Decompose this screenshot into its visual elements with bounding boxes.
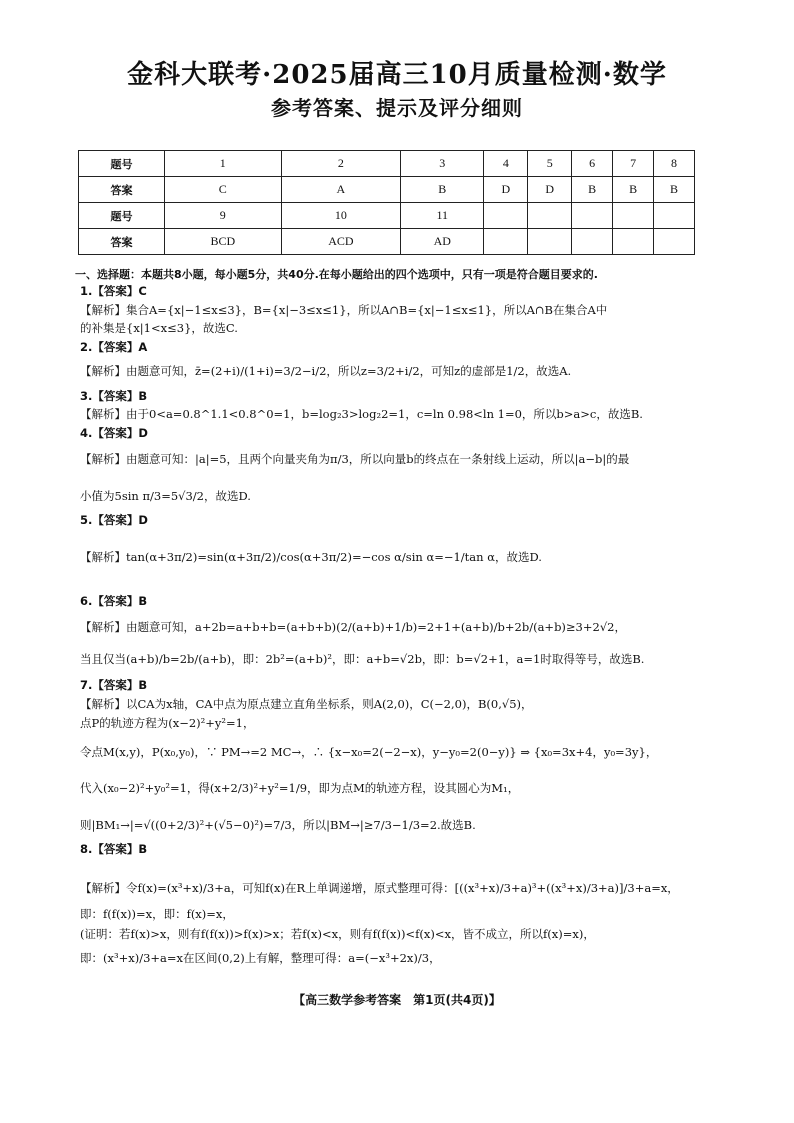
table-row: [79, 203, 695, 229]
row-label: 题号: [79, 203, 165, 229]
table-cell: 8: [654, 151, 695, 177]
section-heading: 一、选择题：本题共8小题，每小题5分，共40分.在每小题给出的四个选项中，只有一项是符合题目要求的.: [75, 268, 598, 281]
solution-line: 【解析】tan(α+3π/2)=sin(α+3π/2)/cos(α+3π/2)=−cos α/sin α=−1/tan α，故选D.: [80, 550, 542, 564]
table-cell: [528, 229, 572, 255]
table-cell: [613, 229, 654, 255]
table-cell: [484, 203, 528, 229]
table-cell: B: [613, 177, 654, 203]
solution-line: 点P的轨迹方程为(x−2)²+y²=1，: [80, 716, 255, 730]
table-cell: 4: [484, 151, 528, 177]
table-cell: 9: [165, 203, 282, 229]
solution-line: 【解析】由题意可知：|a|=5，且两个向量夹角为π/3，所以向量b的终点在一条射线上运动，所以|a−b|的最: [80, 452, 630, 466]
solution-line: 即：(x³+x)/3+a=x在区间(0,2)上有解，整理可得：a=(−x³+2x)/3，: [80, 951, 441, 965]
answer-line: 3.【答案】B: [80, 389, 148, 403]
row-label: 答案: [79, 229, 165, 255]
table-cell: 7: [613, 151, 654, 177]
table-cell: [654, 203, 695, 229]
table-cell: D: [484, 177, 528, 203]
answer-line: 5.【答案】D: [80, 513, 148, 527]
solution-line: 【解析】以CA为x轴，CA中点为原点建立直角坐标系，则A(2,0)，C(−2,0)，B(0,√5)，: [80, 697, 533, 711]
table-cell: A: [281, 177, 401, 203]
row-label: 答案: [79, 177, 165, 203]
solution-line: 【解析】集合A={x|−1≤x≤3}，B={x|−3≤x≤1}，所以A∩B={x|−1≤x≤1}，所以A∩B在集合A中: [80, 303, 608, 317]
table-cell: [484, 229, 528, 255]
table-cell: [572, 229, 613, 255]
table-cell: [572, 203, 613, 229]
solution-line: 小值为5sin π/3=5√3/2，故选D.: [80, 489, 251, 503]
page-footer: 【高三数学参考答案 第1页(共4页)】: [293, 993, 501, 1007]
solution-line: 则|BM₁→|=√((0+2/3)²+(√5−0)²)=7/3，所以|BM→|≥7/3−1/3=2.故选B.: [80, 818, 476, 832]
page-title: 金科大联考·2025届高三10月质量检测·数学: [127, 60, 667, 90]
table-row: [79, 151, 695, 177]
solution-line: (证明：若f(x)>x，则有f(f(x))>f(x)>x；若f(x)<x，则有f(f(x))<f(x)<x，皆不成立，所以f(x)=x)，: [80, 927, 595, 941]
solution-line: 即：f(f(x))=x，即：f(x)=x，: [80, 907, 234, 921]
solution-line: 的补集是{x|1<x≤3}，故选C.: [80, 321, 238, 335]
table-row: [79, 177, 695, 203]
table-cell: D: [528, 177, 572, 203]
table-row: [79, 229, 695, 255]
solution-line: 【解析】由题意可知，z̄=(2+i)/(1+i)=3/2−i/2，所以z=3/2+i/2，可知z的虚部是1/2，故选A.: [80, 364, 572, 378]
answer-line: 4.【答案】D: [80, 426, 148, 440]
table-cell: BCD: [165, 229, 282, 255]
solution-line: 【解析】由于0<a=0.8^1.1<0.8^0=1，b=log₂3>log₂2=1，c=ln 0.98<ln 1=0，所以b>a>c，故选B.: [80, 407, 643, 421]
table-cell: 3: [401, 151, 484, 177]
answer-line: 6.【答案】B: [80, 594, 148, 608]
solution-line: 【解析】令f(x)=(x³+x)/3+a，可知f(x)在R上单调递增，原式整理可得：[((x³+x)/3+a)³+((x³+x)/3+a)]/3+a=x，: [80, 881, 679, 895]
answer-line: 2.【答案】A: [80, 340, 148, 354]
table-cell: 11: [401, 203, 484, 229]
table-cell: [613, 203, 654, 229]
solution-line: 令点M(x,y)，P(x₀,y₀)，∵ PM→=2 MC→，∴ {x−x₀=2(−2−x)，y−y₀=2(0−y)} ⇒ {x₀=3x+4，y₀=3y}，: [80, 745, 658, 759]
table-cell: ACD: [281, 229, 401, 255]
solution-line: 【解析】由题意可知，a+2b=a+b+b=(a+b+b)(2/(a+b)+1/b)=2+1+(a+b)/b+2b/(a+b)≥3+2√2，: [80, 620, 626, 634]
table-cell: C: [165, 177, 282, 203]
table-cell: 5: [528, 151, 572, 177]
table-cell: B: [654, 177, 695, 203]
answer-line: 7.【答案】B: [80, 678, 148, 692]
row-label: 题号: [79, 151, 165, 177]
table-cell: B: [401, 177, 484, 203]
table-cell: 6: [572, 151, 613, 177]
table-cell: 1: [165, 151, 282, 177]
answer-line: 8.【答案】B: [80, 842, 148, 856]
table-cell: AD: [401, 229, 484, 255]
table-cell: 10: [281, 203, 401, 229]
table-cell: [528, 203, 572, 229]
answer-table: [78, 150, 695, 255]
table-cell: 2: [281, 151, 401, 177]
table-cell: B: [572, 177, 613, 203]
page-subtitle: 参考答案、提示及评分细则: [271, 96, 523, 120]
table-cell: [654, 229, 695, 255]
answer-line: 1.【答案】C: [80, 284, 147, 298]
solution-line: 代入(x₀−2)²+y₀²=1，得(x+2/3)²+y²=1/9，即为点M的轨迹方程，设其圆心为M₁，: [80, 781, 520, 795]
solution-line: 当且仅当(a+b)/b=2b/(a+b)，即：2b²=(a+b)²，即：a+b=√2b，即：b=√2+1，a=1时取得等号，故选B.: [80, 652, 645, 666]
